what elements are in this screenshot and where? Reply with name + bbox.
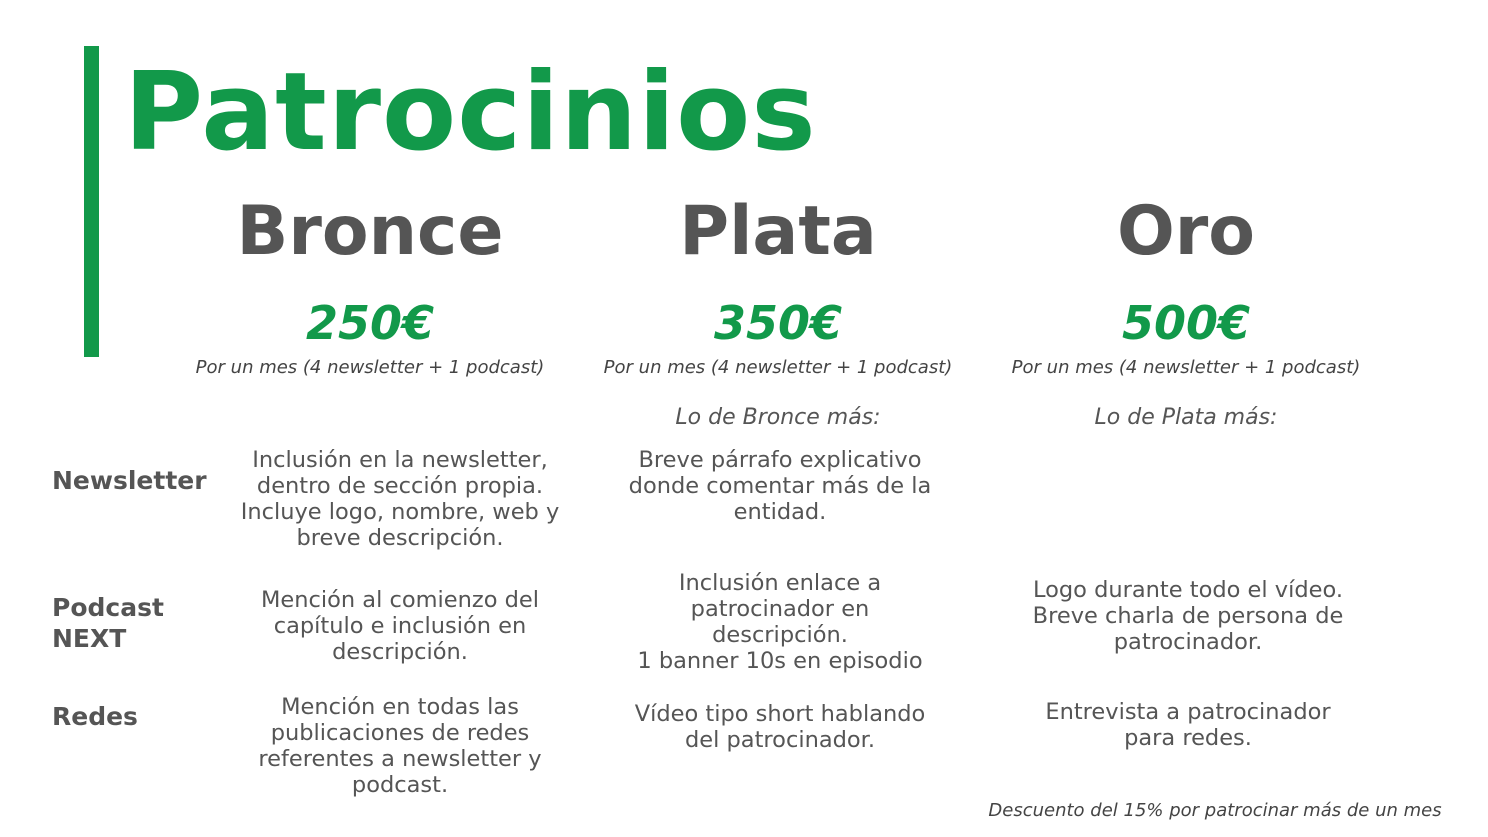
row-label-redes: Redes [52,702,138,731]
row-label-podcast: Podcast NEXT [52,593,164,653]
tier-note-plata: Por un mes (4 newsletter + 1 podcast) [603,357,953,378]
cell-redes-plata: Vídeo tipo short hablando del patrocinador. [634,701,926,753]
tier-price-bronce: 250€ [305,296,435,350]
cell-newsletter-plata: Breve párrafo explicativo donde comentar más de la entidad. [628,447,932,525]
tier-price-plata: 350€ [713,296,843,350]
tier-name-bronce: Bronce [236,192,504,271]
cell-podcast-bronce: Mención al comienzo del capítulo e inclusión en descripción. [260,587,540,665]
cell-podcast-oro: Logo durante todo el vídeo. Breve charla de persona de patrocinador. [1032,577,1344,655]
discount-footnote: Descuento del 15% por patrocinar más de un mes [988,800,1442,821]
tier-name-oro: Oro [1116,192,1256,271]
page-title: Patrocinios [124,50,817,175]
cell-newsletter-bronce: Inclusión en la newsletter, dentro de sección propia. Incluye logo, nombre, web y breve descripción. [240,447,560,551]
cell-redes-bronce: Mención en todas las publicaciones de redes referentes a newsletter y podcast. [258,694,542,798]
tier-name-plata: Plata [679,192,877,271]
tier-intro-plata: Lo de Bronce más: [675,405,881,430]
tier-note-bronce: Por un mes (4 newsletter + 1 podcast) [195,357,545,378]
cell-podcast-plata: Inclusión enlace a patrocinador en descripción. 1 banner 10s en episodio [637,570,923,674]
tier-note-oro: Por un mes (4 newsletter + 1 podcast) [1011,357,1361,378]
tier-price-oro: 500€ [1121,296,1251,350]
accent-bar [84,46,99,357]
cell-redes-oro: Entrevista a patrocinador para redes. [1045,699,1331,751]
tier-intro-oro: Lo de Plata más: [1094,405,1278,430]
row-label-newsletter: Newsletter [52,466,207,495]
